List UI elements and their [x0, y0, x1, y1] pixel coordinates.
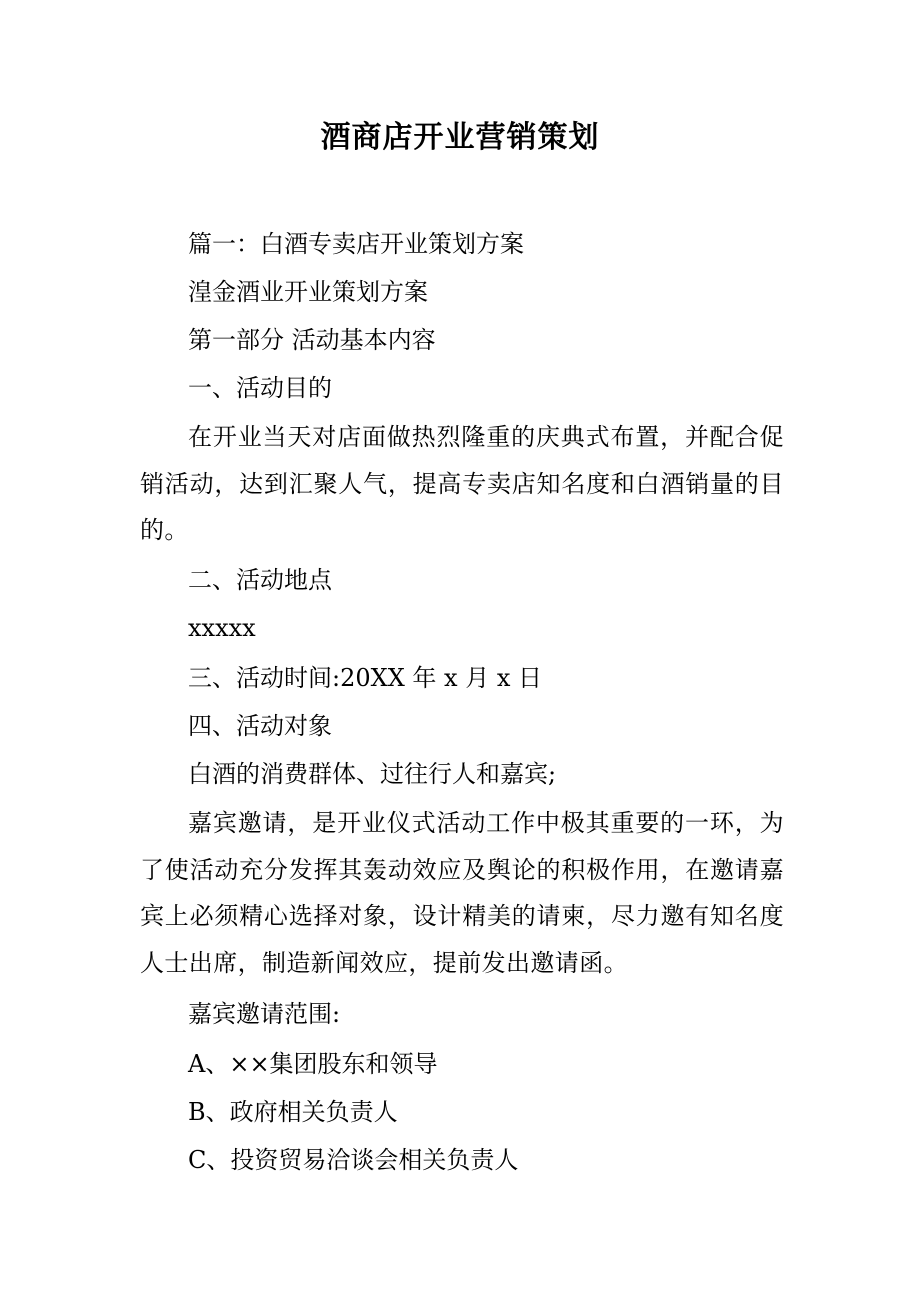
invitation-scope-heading: 嘉宾邀请范围:	[188, 1000, 341, 1028]
scope-item-b: B、政府相关负责人	[188, 1098, 398, 1126]
location-heading: 二、活动地点	[188, 566, 332, 594]
document-title: 酒商店开业营销策划	[320, 120, 600, 155]
part-one-heading: 第一部分 活动基本内容	[188, 326, 436, 354]
purpose-heading: 一、活动目的	[188, 374, 332, 402]
scope-item-c: C、投资贸易洽谈会相关负责人	[188, 1146, 519, 1174]
section-heading: 篇一：白酒专卖店开业策划方案	[188, 230, 524, 258]
invitation-paragraph: 嘉宾邀请，是开业仪式活动工作中极其重要的一环，为了使活动充分发挥其轰动效应及舆论的积极作用，在邀请嘉宾上必须精心选择对象，设计精美的请柬，尽力邀有知名度人士出席，制造新闻效应，提前发出邀请函。	[140, 809, 784, 977]
location-value: xxxxx	[188, 614, 256, 642]
purpose-paragraph: 在开业当天对店面做热烈隆重的庆典式布置，并配合促销活动，达到汇聚人气，提高专卖店知名度和白酒销量的目的。	[140, 423, 784, 544]
audience-heading: 四、活动对象	[188, 712, 332, 740]
audience-text: 白酒的消费群体、过往行人和嘉宾;	[188, 760, 557, 788]
scope-item-a: A、××集团股东和领导	[188, 1050, 438, 1078]
time-line: 三、活动时间:20XX 年 x 月 x 日	[188, 664, 543, 692]
plan-title: 湟金酒业开业策划方案	[188, 278, 428, 306]
